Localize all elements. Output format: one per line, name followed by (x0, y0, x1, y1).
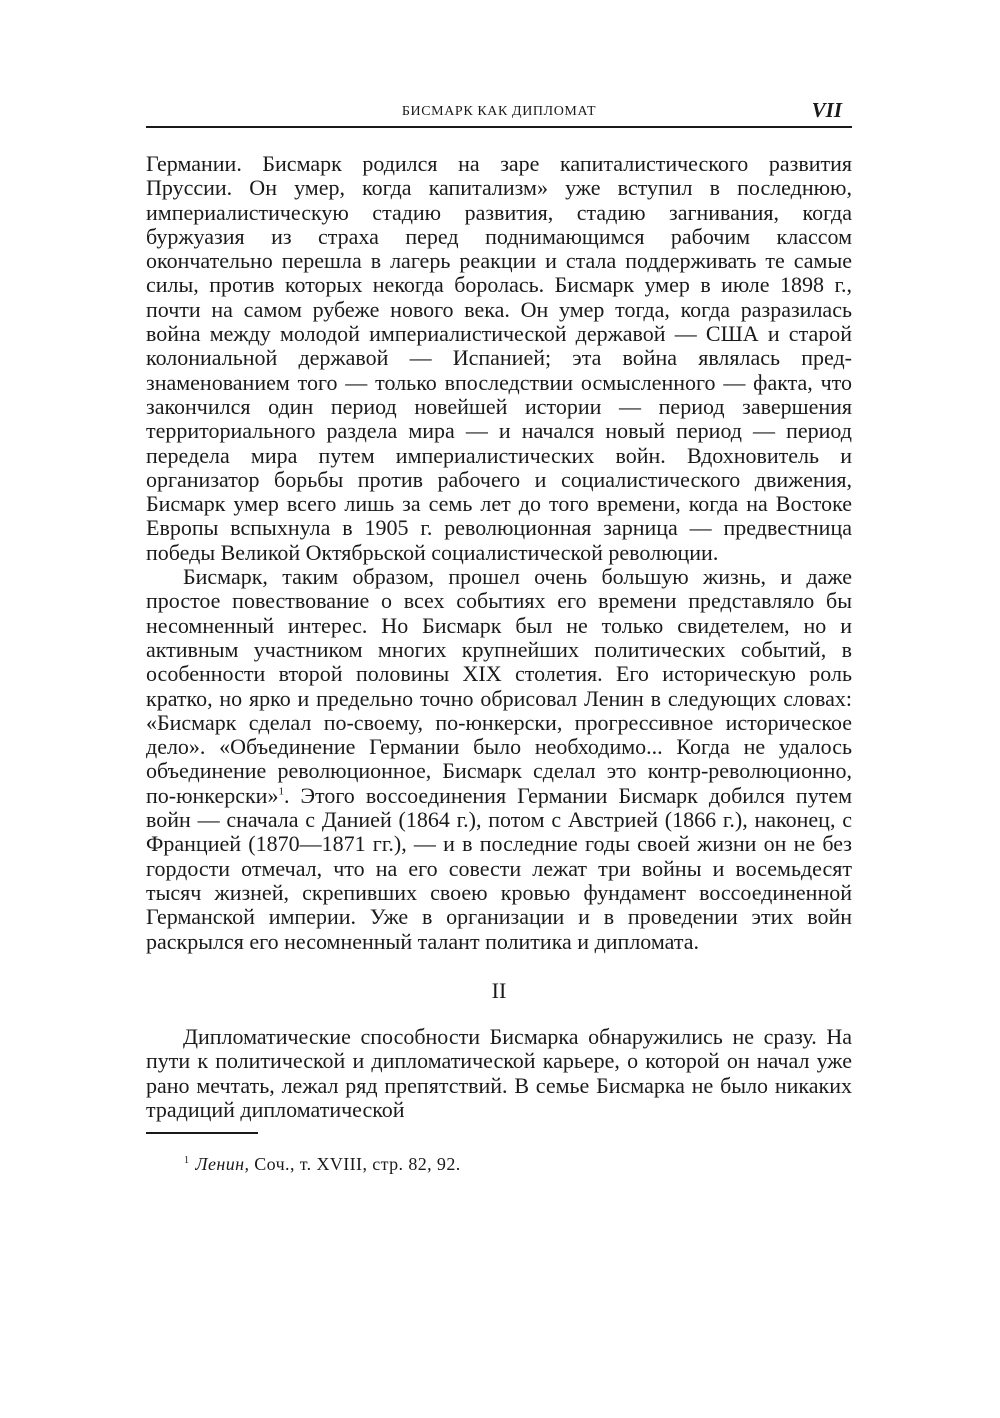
header-rule (146, 126, 852, 128)
paragraph-bismarck-life (146, 565, 852, 954)
footnote-citation: Соч., т. XVIII, стр. 82, 92. (254, 1154, 461, 1175)
footnote-reference[interactable]: 1 (278, 785, 284, 798)
footnote (146, 1154, 852, 1175)
footnote-mark: 1 (184, 1155, 190, 1167)
running-title: БИСМАРК КАК ДИПЛОМАТ (401, 104, 597, 119)
page-number: VII (811, 98, 842, 122)
running-head (146, 96, 852, 124)
page (146, 96, 852, 1175)
paragraph-text: Бисмарк, таким образом, прошел очень большую жизнь, и даже простое повествование о всех событиях его времени представляло бы несомненный интерес. Но Бисмарк был не только свидетелем, но и активным участником многих крупнейших политических событий, в особенности второй половины XIX столетия. Его историческую роль кратко, но ярко и предельно точно обрисовал Ленин в следующих словах: «Бисмарк сделал по-своему, по-юнкерски, прогрессивное историческое дело». «Объединение Германии было необходимо... Когда не удалось объединение революционное, Бисмарк сделал это контр-революционно, по-юнкерски» (146, 564, 852, 808)
paragraph-continuation: Германии. Бисмарк родился на заре капиталистического развития Пруссии. Он умер, когда капитализм» уже вступил в последнюю, империалистическую стадию развития, стадию загнивания, когда буржуазия из страха перед поднимающимся рабочим классом окончательно перешла в лагерь реакции и стала поддерживать те самые силы, против которых некогда боролась. Бисмарк умер в июле 1898 г., почти на самом рубеже нового века. Он умер тогда, когда разразилась война между молодой империалистической державой — США и старой колониальной державой — Испанией; эта война являлась предзнаменованием того — только впоследствии осмысленного — факта, что закончился один период новейшей истории — период завершения территориального раздела мира — и начался новый период — период передела мира путем империалистических войн. Вдохновитель и организатор борьбы против рабочего и социалистического движения, Бисмарк умер всего лишь за семь лет до того времени, когда на Востоке Европы вспыхнула в 1905 г. революционная зарница — предвестница победы Великой Октябрьской социалистической революции. (146, 151, 852, 565)
footnote-author: Ленин, (195, 1154, 250, 1175)
section-number: II (491, 977, 507, 1003)
footnote-rule (146, 1132, 258, 1134)
body-text (146, 152, 852, 1122)
paragraph-text: . Этого воссоединения Германии Бисмарк добился путем войн — сначала с Данией (1864 г.), потом с Австрией (1866 г.), наконец, с Францией (1870—1871 гг.), — и в последние годы своей жизни он не без гордости отмечал, что на его совести лежат три войны и восемьдесят тысяч жизней, скрепивших своею кровью фундамент воссоединенной Германской империи. Уже в организации и в проведении этих войн раскрылся его несомненный талант политика и дипломата. (146, 782, 852, 954)
paragraph-diplomatic-abilities: Дипломатические способности Бисмарка обнаружились не сразу. На пути к политической и дипломатической карьере, о которой он начал уже рано мечтать, лежал ряд препятствий. В семье Бисмарка не было никаких традиций дипломатической (146, 1024, 852, 1122)
